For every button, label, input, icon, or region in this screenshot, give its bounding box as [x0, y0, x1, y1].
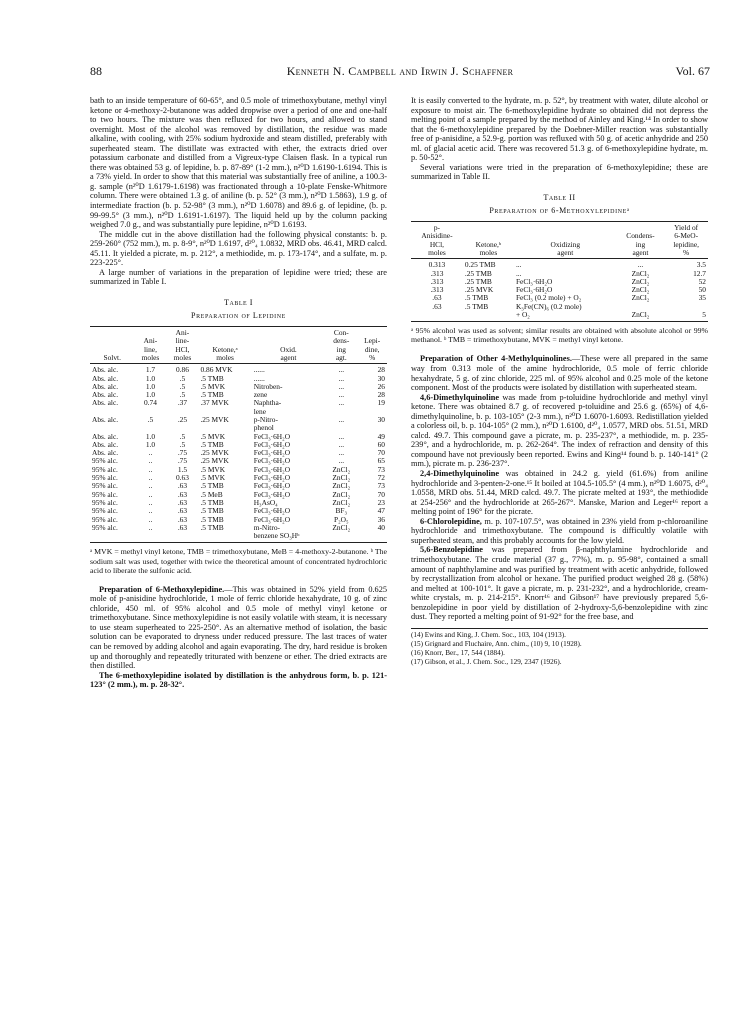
table-cell: FeCl₃·6H₂O	[253, 448, 291, 458]
table-cell: phenol	[253, 423, 274, 433]
right-column	[411, 96, 708, 667]
table-row	[411, 303, 708, 311]
table-cell: FeCl₃·6H₂O	[253, 439, 291, 449]
table-cell: 0.25 TMB	[464, 260, 496, 270]
table-cell: 1.5	[177, 464, 188, 474]
table-cell: 47	[377, 506, 385, 516]
section-text: —These were all prepared in the same way from 0.313 mole of the amine hydrochloride, 0.5 mole of ferric chloride hexahydrate, 5 g. of zinc chloride, 225 ml. of 95% alcohol and 0.25 mole of the ketone component. Most of the products were isolated by distillation with superheated steam.	[411, 354, 708, 393]
table-cell: .5	[179, 390, 186, 400]
body-paragraph: The 6-methoxylepidine isolated by distillation is the anhydrous form, b. p. 121-123° (2 mm.), m. p. 28-32°.	[90, 670, 387, 690]
table-cell	[357, 532, 387, 543]
table-cell: .5 TMB	[464, 301, 489, 311]
table-cell: 1.0	[145, 381, 156, 391]
table-cell: .37 MVK	[200, 398, 229, 408]
table-row	[411, 278, 708, 286]
table-cell: Abs. alc.	[92, 431, 119, 441]
table-cell: Abs. alc.	[92, 448, 119, 458]
table-title: Preparation of Lepidine	[191, 311, 286, 321]
table-cell: FeCl₃·6H₂O	[253, 464, 291, 474]
body-paragraph: bath to an inside temperature of 60-65°, and 0.5 mole of trimethoxybutane, methyl vinyl ketone or 4-methoxy-2-butanone was added dropwise over a period of one and one-half to two hours. The mixture was then refluxed for two hours, and allowed to stand overnight. Most of the alcohol was removed by distillation, the residue was made alkaline, with cooling, with 25% sodium hydroxide and steam distilled, preferably with superheated steam. The distillate was extracted with ether, the extracts dried over potassium carbonate and distilled from a Vigreux-type Claisen flask. In a typical run there was obtained 53 g. of lepidine, b. p. 87-89° (1-2 mm.), n²⁰D 1.6190-1.6194. This is a 73% yield. In order to show that this material was substantially free of aniline, a 100.3-g. sample (n²⁰D 1.6179-1.6198) was fractionated through a 10-plate Fenske-Whitmore column. There were obtained 1.3 g. of aniline (b. p. 52° (3 mm.), n²⁰D 1.5863), 1.9 g. of intermediate fraction (b. p. 52-98° (3 mm.), n²⁰D 1.6078) and 89.6 g. of lepidine, (b. p. 99-99.5° (3 mm.), n²⁰D 1.6191-1.6197). The liquid held up by the column packing weighed 7.0 g., and was substantially pure lepidine, n²⁰D 1.6193.	[90, 96, 387, 230]
table-row	[90, 364, 387, 375]
column-header: Solvt.	[90, 327, 134, 364]
table-cell: 1.0	[145, 439, 156, 449]
table-cell: Naphtha-	[253, 398, 282, 408]
table-cell: .5 TMB	[200, 481, 224, 491]
table-cell: .5 TMB	[200, 390, 224, 400]
table-cell: 95% alc.	[92, 522, 118, 532]
table-cell: P₂O₅	[333, 514, 349, 524]
section-text: was made from p-toluidine hydrochloride and methyl vinyl ketone. There was obtained 8.7 g. of recovered p-toluidine and 25.6 g. (65%) of 4,6-dimethylquinoline, b. p. 103-105° (2-3 mm.), n²⁰D 1.6070-1.6093. Redistillation yielded a colorless oil, b. p. 104-105° (2 mm.), n²⁰D 1.6100, d²⁰₄ 1.0577, MRD obs. 51.51, MRD calcd. 49.7. This compound gave a picrate, m. p. 235-237°, a methiodide, m. p. 235-239°, and a hydrochloride, m. p. 262-264°. The index of refraction and density of this compound have not previously been reported. Ewins and King¹⁴ found b. p. 140-141° (2 mm.), picrate m. p. 236-237°.	[411, 392, 708, 469]
table-cell: .5 TMB	[200, 497, 224, 507]
table-cell: ...	[637, 260, 644, 270]
table-cell: 73	[377, 464, 385, 474]
table-cell: ZnCl₂	[617, 311, 665, 322]
table-cell: 0.74	[143, 398, 157, 408]
table-cell: m-Nitro-	[253, 522, 280, 532]
table-cell: ..	[148, 464, 153, 474]
table-cell: 49	[377, 431, 385, 441]
table-row	[411, 270, 708, 278]
table-cell: 52	[698, 276, 706, 286]
running-header	[90, 64, 710, 80]
table-cell: .5	[179, 373, 186, 383]
table-cell: FeCl₃·6H₂O	[515, 285, 553, 295]
column-header: Ketone,ᵃ moles	[198, 327, 251, 364]
body-paragraph: The middle cut in the above distillation had the following physical constants: b. p. 259-260° (752 mm.), m. p. 8-9°, n²⁰D 1.6197, d²⁰₄ 1.0832, MRD obs. 46.41, MRD calcd. 45.11. It yielded a picrate, m. p. 212°, a methiodide, m. p. 173-174°, and a sulfate, m. p. 223-225°.	[90, 229, 387, 268]
table-cell: ZnCl₂	[631, 285, 650, 295]
table-cell: .63	[177, 522, 188, 532]
table-cell: 30	[377, 373, 385, 383]
table-cell	[166, 532, 198, 543]
table-cell: lene	[253, 406, 267, 416]
table-footnote: ᵃ 95% alcohol was used as solvent; similar results are obtained with absolute alcohol or 99% methanol. ᵇ TMB = trimethoxybutane, MVK = methyl vinyl ketone.	[411, 326, 708, 345]
table-cell: .37	[177, 398, 188, 408]
table-cell: .5	[179, 439, 186, 449]
body-paragraph: A large number of variations in the preparation of lepidine were tried; these are summarized in Table I.	[90, 267, 387, 287]
table-lepidine-preparation	[90, 326, 387, 543]
table-cell: ...	[338, 398, 345, 408]
table-cell: .25 MVK	[200, 448, 229, 458]
table-cell: .5 MeB	[200, 489, 223, 499]
table-cell: ..	[148, 522, 153, 532]
column-header: p- Anisidine- HCl, moles	[411, 222, 463, 259]
table-cell: 95% alc.	[92, 456, 118, 466]
table-cell: 19	[377, 398, 385, 408]
table-title: Preparation of 6-Methoxylepidineᵃ	[489, 206, 630, 216]
table-cell: .5	[179, 381, 186, 391]
volume-label: Vol. 67	[675, 64, 710, 78]
table-cell: .63	[432, 293, 442, 303]
table-cell: 3.5	[696, 260, 706, 270]
column-header: Lepi- dine, %	[357, 327, 387, 364]
table-cell: Abs. alc.	[92, 365, 119, 375]
reference-item: (17) Gibson, et al., J. Chem. Soc., 129, 2347 (1926).	[411, 657, 562, 666]
table-cell: .5	[179, 431, 186, 441]
table-cell: .25 MVK	[464, 285, 494, 295]
table-cell: ..	[148, 456, 153, 466]
table-cell: FeCl₃·6H₂O	[253, 514, 291, 524]
table-cell: p-Nitro-	[253, 415, 278, 424]
table-cell: ZnCl₂	[332, 473, 351, 483]
table-cell: ...	[338, 431, 345, 441]
table-cell: benzene SO₃Hᵇ	[252, 532, 325, 543]
table-cell: + O₂	[514, 311, 617, 322]
table-cell: ZnCl₂	[631, 293, 650, 303]
table-cell: ...	[338, 439, 345, 449]
table-cell: ..	[148, 473, 153, 483]
column-header: Ani- line- HCl, moles	[166, 327, 198, 364]
table-cell: ...	[515, 268, 522, 278]
left-column	[90, 96, 387, 690]
table-cell: ..	[148, 506, 153, 516]
table-cell: 73	[377, 481, 385, 491]
section-text: m. p. 107-107.5°, was obtained in 23% yield from p-chloroaniline hydrochloride and trimethoxybutane. The compound is difficultly volatile with superheated steam, and this probably accounts for the low yield.	[411, 516, 708, 545]
table-cell: 5	[664, 311, 708, 322]
table-cell: ZnCl₂	[631, 276, 650, 286]
table-cell	[411, 311, 463, 322]
table-cell: ..	[148, 448, 153, 458]
table-cell: 1.7	[145, 365, 156, 375]
table-label: Table I	[224, 297, 253, 307]
table-cell: .5 TMB	[200, 373, 224, 383]
column-header: Oxidizing agent	[514, 222, 617, 259]
table-cell: 95% alc.	[92, 514, 118, 524]
table-cell: .5 MVK	[200, 381, 226, 391]
table-cell: 30	[377, 415, 385, 424]
table-row	[90, 532, 387, 543]
table-header-row	[90, 327, 387, 364]
table-row	[411, 311, 708, 322]
table-cell: ...	[515, 260, 522, 270]
table-cell: .5 TMB	[200, 439, 224, 449]
table-cell: ...	[338, 390, 345, 400]
column-header: Ketone,ᵇ moles	[463, 222, 514, 259]
column-header: Oxid. agent	[252, 327, 325, 364]
table-cell: .25 MVK	[200, 415, 229, 424]
table-cell: Abs. alc.	[92, 390, 119, 400]
table-cell: .25 TMB	[464, 268, 492, 278]
table-cell: Abs. alc.	[92, 373, 119, 383]
table-cell: ...	[338, 415, 345, 424]
table-cell	[90, 532, 134, 543]
table-cell: .5 TMB	[200, 506, 224, 516]
table-cell: 0.63	[175, 473, 189, 483]
table-cell: .5 MVK	[200, 464, 226, 474]
table-row	[411, 259, 708, 270]
table-cell: 1.0	[145, 390, 156, 400]
table-cell: 12.7	[693, 268, 706, 278]
table-cell: 28	[377, 390, 385, 400]
compound-heading: 6-Chlorolepidine,	[420, 516, 482, 526]
table-cell: 65	[377, 456, 385, 466]
table-cell: 70	[377, 448, 385, 458]
section-heading: Preparation of Other 4-Methylquinolines.	[420, 354, 572, 364]
table-cell: 0.313	[428, 260, 446, 270]
references-list	[411, 628, 708, 667]
table-row	[90, 524, 387, 532]
table-cell: ...	[338, 365, 345, 375]
table-cell: BF₃	[335, 506, 348, 516]
table-cell: FeCl₃ (0.2 mole) + O₂	[515, 293, 582, 303]
table-cell: ...	[338, 448, 345, 458]
table-cell: .63	[177, 497, 188, 507]
table-cell: .63	[177, 506, 188, 516]
section-paragraph	[411, 517, 708, 546]
table-cell: .5	[147, 415, 154, 424]
table-cell: ..	[148, 489, 153, 499]
table-cell: 0.86 MVK	[200, 365, 233, 375]
table-cell: .313	[430, 276, 444, 286]
table-cell: 95% alc.	[92, 489, 118, 499]
page-number: 88	[90, 64, 102, 78]
body-paragraph: Several variations were tried in the preparation of 6-methoxylepidine; these are summarized in Table II.	[411, 162, 708, 182]
table-cell: ......	[253, 373, 265, 383]
table-cell: FeCl₃·6H₂O	[253, 431, 291, 441]
table-cell: 72	[377, 473, 385, 483]
table-cell: ...	[338, 456, 345, 466]
section-heading: Preparation of 6-Methoxylepidine.	[99, 584, 225, 594]
table-cell: 26	[377, 381, 385, 391]
table-cell: .25 TMB	[464, 276, 492, 286]
table-cell: ...	[338, 373, 345, 383]
table-cell: .313	[430, 285, 444, 295]
running-authors: Kenneth N. Campbell and Irwin J. Schaffner	[286, 64, 514, 78]
section-paragraph	[90, 585, 387, 671]
table-cell: 1.0	[145, 431, 156, 441]
reference-item: (14) Ewins and King, J. Chem. Soc., 103, 104 (1913).	[411, 630, 566, 639]
table-cell: Abs. alc.	[92, 439, 119, 449]
reference-item: (15) Grignard and Fluchaire, Ann. chim., (10) 9, 10 (1928).	[411, 639, 582, 648]
table-cell: 95% alc.	[92, 464, 118, 474]
table-cell: .5 TMB	[200, 514, 224, 524]
table-cell: .75	[177, 448, 188, 458]
column-header: Con- dens- ing agt.	[325, 327, 357, 364]
table-cell: ZnCl₂	[332, 481, 351, 491]
section-text: —This was obtained in 52% yield from 0.625 mole of p-anisidine hydrochloride, 1 mole of ferric chloride hexahydrate, 10 g. of zinc chloride, 450 ml. of 95% alcohol and 0.5 mole of methyl vinyl ketone or trimethoxybutane. Since methoxylepidine is not easily volatile with steam, it is necessary to use steam superheated to 225-250°. As an alternative method of isolation, the basic solution can be evaporated to dryness under reduced pressure. The last traces of water can be removed by adding alcohol and again evaporating. The dry, hard residue is broken up and thoroughly and repeatedly triturated with benzene or ether. The dried extracts are then distilled.	[90, 584, 387, 671]
table-cell: FeCl₃·6H₂O	[253, 481, 291, 491]
section-paragraph	[411, 469, 708, 517]
table-methoxylepidine-preparation	[411, 221, 708, 322]
table-cell: FeCl₃·6H₂O	[253, 456, 291, 466]
table-cell: Abs. alc.	[92, 398, 119, 408]
table-cell: .5 MVK	[200, 473, 226, 483]
table-cell: .5 TMB	[200, 522, 224, 532]
compound-heading: 2,4-Dimethylquinoline	[420, 469, 500, 479]
column-header: Ani- line, moles	[134, 327, 166, 364]
table-cell: .313	[430, 268, 444, 278]
table-cell: ZnCl₂	[332, 522, 351, 532]
table-cell: .25 MVK	[200, 456, 229, 466]
table-cell: Nitroben-	[253, 381, 283, 391]
table-cell	[463, 311, 514, 322]
table-cell: FeCl₃·6H₂O	[253, 506, 291, 516]
table-cell: H₃AsO₄	[253, 497, 278, 507]
table-cell: ..	[148, 481, 153, 491]
table-cell: 95% alc.	[92, 497, 118, 507]
table-cell: 28	[377, 365, 385, 375]
table-cell: .5 MVK	[200, 431, 226, 441]
table-cell: .75	[177, 456, 188, 466]
table-footnote: ᵃ MVK = methyl vinyl ketone, TMB = trimethoxybutane, MeB = 4-methoxy-2-butanone. ᵇ The sodium salt was used, together with twice the theoretical amount of concentrated hydrochloric acid to liberate the sulfonic acid.	[90, 547, 387, 575]
table-header-row	[411, 222, 708, 259]
table-cell: 70	[377, 489, 385, 499]
reference-item: (16) Knorr, Ber., 17, 544 (1884).	[411, 648, 505, 657]
table-cell: ZnCl₂	[631, 268, 650, 278]
table-cell: .63	[432, 301, 442, 311]
table-cell	[325, 532, 357, 543]
table-cell: ZnCl₂	[332, 464, 351, 474]
table-cell: .25	[177, 415, 188, 424]
table-cell: ZnCl₂	[332, 497, 351, 507]
table-cell: .5 TMB	[464, 293, 489, 303]
table-cell: Abs. alc.	[92, 381, 119, 391]
table-cell: .63	[177, 514, 188, 524]
table-cell: .63	[177, 489, 188, 499]
table-label: Table II	[543, 192, 576, 202]
section-paragraph	[411, 545, 708, 621]
section-text: was prepared from β-naphthylamine hydrochloride and trimethoxybutane. The crude material (37 g., 77%), m. p. 95-98°, contained a small amount of naphthylamine and was purified by treatment with acetic anhydride, followed by recrystallization from alcohol or hexane. The purified product weighed 28 g. (58%) and melted at 100-101°. It gave a picrate, m. p. 231-232°, and a hydrochloride, cream-white crystals, m. p. 214-215°. Knorr¹⁶ and Gibson¹⁷ have previously prepared 5,6-benzolepidine in poor yield by distillation of 2-hydroxy-5,6-benzolepidine with zinc dust. They reported a melting point of 91-92° for the free base, and	[411, 545, 708, 622]
column-header: Condens- ing agent	[617, 222, 665, 259]
section-paragraph	[411, 354, 708, 392]
table-cell: 95% alc.	[92, 506, 118, 516]
table-cell: 95% alc.	[92, 481, 118, 491]
table-cell: FeCl₃·6H₂O	[253, 473, 291, 483]
table-cell: ......	[253, 365, 265, 375]
section-paragraph	[411, 393, 708, 469]
table-cell: 0.86	[175, 365, 189, 375]
table-cell: 36	[377, 514, 385, 524]
table-cell: 50	[698, 285, 706, 295]
compound-heading: 4,6-Dimethylquinoline	[420, 392, 500, 402]
table-cell: Abs. alc.	[92, 415, 119, 424]
table-cell: 95% alc.	[92, 473, 118, 483]
table-cell	[198, 532, 251, 543]
table-cell: ZnCl₂	[332, 489, 351, 499]
table-cell: ...	[338, 381, 345, 391]
table-cell: ..	[148, 497, 153, 507]
table-cell: 23	[377, 497, 385, 507]
column-header: Yield of 6-MeO- lepidine, %	[664, 222, 708, 259]
table-cell: .63	[177, 481, 188, 491]
section-text: was obtained in 24.2 g. yield (61.6%) from aniline hydrochloride and 3-penten-2-one.¹⁵ It boiled at 104.5-105.5° (4 mm.), n²⁰D 1.6075, d²⁰₄ 1.0558, MRD obs. 51.44, MRD calcd. 49.7. The picrate melted at 193°, the methiodide at 254-256° and the hydrochloride at 265-267°. Manske, Marion and Leger¹⁶ report a melting point of 196° for the picrate.	[411, 469, 708, 517]
table-cell: FeCl₃·6H₂O	[253, 489, 291, 499]
compound-heading: 5,6-Benzolepidine	[420, 545, 483, 555]
table-row	[90, 416, 387, 424]
table-cell: 40	[377, 522, 385, 532]
body-paragraph: It is easily converted to the hydrate, m. p. 52°, by treatment with water, dilute alcohol or exposure to moist air. The 6-methoxylepidine hydrate so obtained did not depress the melting point of a sample prepared by the method of Ainley and King.¹⁴ In order to show that the 6-methoxylepidine prepared by the Doebner-Miller reaction was substantially free of p-anisidine, a 52.9-g. portion was refluxed with 50 g. of acetic anhydride and 250 ml. of glacial acetic acid. There was recovered 51.3 g. of 6-methoxylepidine hydrate, m. p. 50-52°.	[411, 96, 708, 163]
table-cell: zene	[253, 390, 268, 400]
table-cell: FeCl₃·6H₂O	[515, 276, 553, 286]
table-cell: ..	[148, 514, 153, 524]
table-cell	[134, 532, 166, 543]
table-cell: 60	[377, 439, 385, 449]
table-cell: 1.0	[145, 373, 156, 383]
table-cell: 35	[698, 293, 706, 303]
table-row	[90, 399, 387, 407]
table-cell: K₃Fe(CN)₆ (0.2 mole)	[515, 301, 582, 311]
